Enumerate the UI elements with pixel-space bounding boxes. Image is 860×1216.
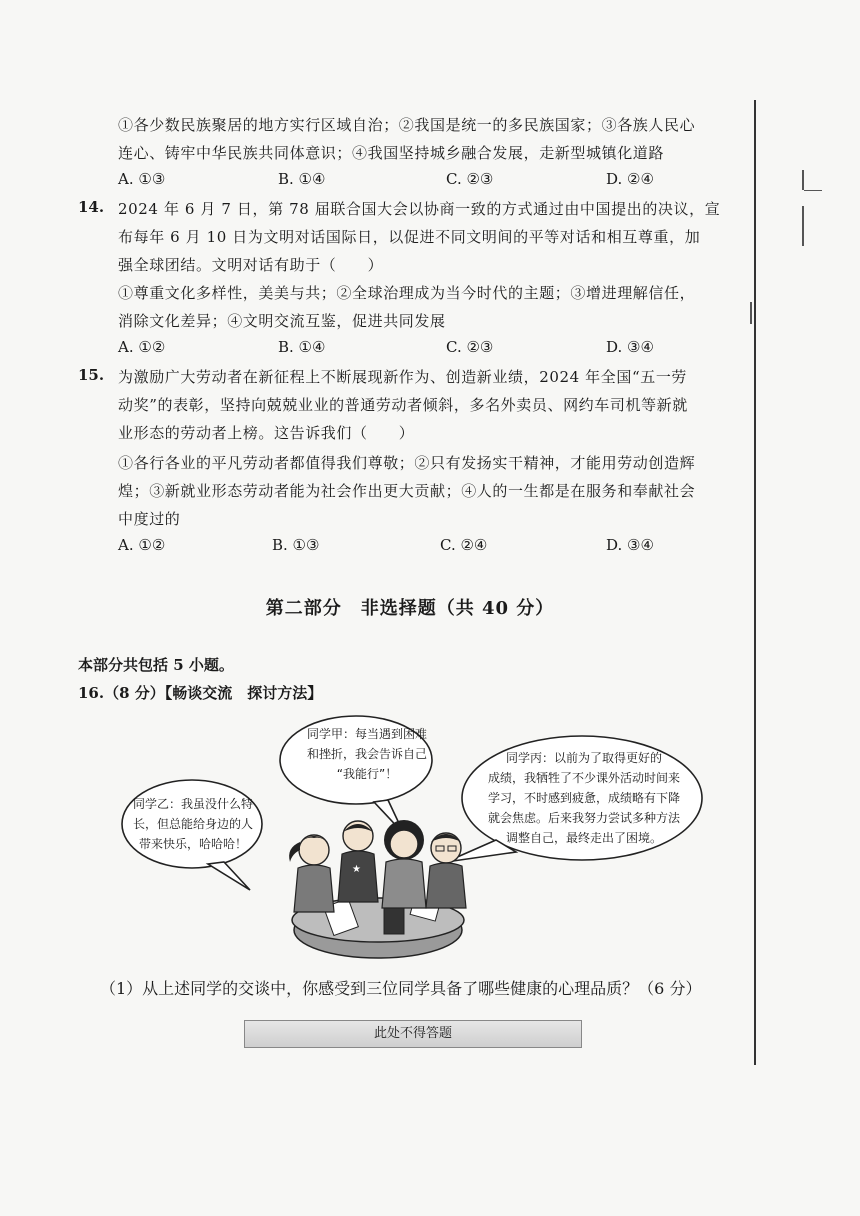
q15-option-a[interactable]: A. ①② [118, 536, 166, 554]
bubble-line: 和挫折，我会告诉自己 [306, 747, 427, 761]
bubble-line: “我能行”！ [336, 767, 398, 781]
q13-option-d[interactable]: D. ②④ [606, 170, 654, 188]
bubble-line: 成绩，我牺牲了不少课外活动时间来 [487, 771, 680, 785]
q13-option-b[interactable]: B. ①④ [278, 170, 326, 188]
q14-number: 14. [78, 198, 105, 216]
bubble-yi-text [126, 794, 260, 854]
student-body [338, 851, 378, 902]
q13-option-a[interactable]: A. ①③ [118, 170, 166, 188]
q14-option-c[interactable]: C. ②③ [446, 338, 494, 356]
student-body [294, 865, 334, 912]
bubble-jia-text [292, 724, 442, 784]
q13-statement-line: ①各少数民族聚居的地方实行区域自治；②我国是统一的多民族国家；③各族人民心 [118, 116, 696, 134]
q15-option-c[interactable]: C. ②④ [440, 536, 488, 554]
q15-stem-line: 为激励广大劳动者在新征程上不断展现新作为、创造新业绩，2024 年全国“五一劳 [118, 368, 688, 386]
student-head [390, 830, 418, 858]
bubble-line: 学习，不时感到疲惫，成绩略有下降 [487, 791, 680, 805]
no-answer-zone: 此处不得答题 [244, 1020, 582, 1048]
edge-mark [802, 170, 804, 190]
student-body [426, 863, 466, 908]
q14-option-a[interactable]: A. ①② [118, 338, 166, 356]
bubble-line: 同学甲：每当遇到困难 [306, 727, 427, 741]
q15-statement-line: 中度过的 [118, 510, 181, 528]
student-ponytail [289, 842, 300, 862]
bubble-line: 调整自己，最终走出了困境。 [505, 831, 662, 845]
star-icon: ★ [352, 864, 361, 875]
bubble-line: 同学丙：以前为了取得更好的 [505, 751, 662, 765]
bubble-line: 就会焦虑。后来我努力尝试多种方法 [487, 811, 680, 825]
q14-statement-line: ①尊重文化多样性，美美与共；②全球治理成为当今时代的主题；③增进理解信任， [118, 284, 696, 302]
q14-stem-line: 2024 年 6 月 7 日，第 78 届联合国大会以协商一致的方式通过由中国提出的决议，宣 [118, 200, 721, 218]
bubble-line: 同学乙：我虽没什么特 [132, 797, 253, 811]
q14-option-b[interactable]: B. ①④ [278, 338, 326, 356]
edge-mark [750, 302, 752, 324]
q15-statement-line: ①各行各业的平凡劳动者都值得我们尊敬；②只有发扬实干精神，才能用劳动创造辉 [118, 454, 696, 472]
student-head [299, 835, 329, 865]
bubble-line: 长，但总能给身边的人 [132, 817, 253, 831]
q16-sub1-question: （1）从上述同学的交谈中，你感受到三位同学具备了哪些健康的心理品质？（6 分） [100, 979, 702, 998]
q14-stem-line: 布每年 6 月 10 日为文明对话国际日，以促进不同文明间的平等对话和相互尊重，加 [118, 228, 701, 246]
q14-statement-line: 消除文化差异；④文明交流互鉴，促进共同发展 [118, 312, 446, 330]
q16-heading: 16.（8 分）【畅谈交流 探讨方法】 [78, 684, 323, 702]
q15-stem-line: 动奖”的表彰，坚持向兢兢业业的普通劳动者倾斜，多名外卖员、网约车司机等新就 [118, 396, 688, 414]
bubble-line: 带来快乐，哈哈哈！ [138, 837, 247, 851]
bubble-bing-text [462, 748, 706, 848]
q13-option-c[interactable]: C. ②③ [446, 170, 494, 188]
edge-mark [802, 206, 804, 246]
edge-mark [804, 190, 822, 191]
bubble-tail [208, 862, 250, 890]
q13-statement-line: 连心、铸牢中华民族共同体意识；④我国坚持城乡融合发展，走新型城镇化道路 [118, 144, 665, 162]
section-title: 第二部分 非选择题（共 40 分） [265, 598, 555, 619]
binding-margin-line [754, 100, 756, 1065]
q14-option-d[interactable]: D. ③④ [606, 338, 654, 356]
q14-stem-line: 强全球团结。文明对话有助于（ ） [118, 256, 384, 274]
book [384, 908, 404, 934]
q15-option-b[interactable]: B. ①③ [272, 536, 320, 554]
q15-option-d[interactable]: D. ③④ [606, 536, 654, 554]
q15-number: 15. [78, 366, 105, 384]
section-intro: 本部分共包括 5 小题。 [78, 656, 234, 674]
student-body [382, 859, 426, 908]
q15-stem-line: 业形态的劳动者上榜。这告诉我们（ ） [118, 424, 415, 442]
q15-statement-line: 煌；③新就业形态劳动者能为社会作出更大贡献；④人的一生都是在服务和奉献社会 [118, 482, 696, 500]
